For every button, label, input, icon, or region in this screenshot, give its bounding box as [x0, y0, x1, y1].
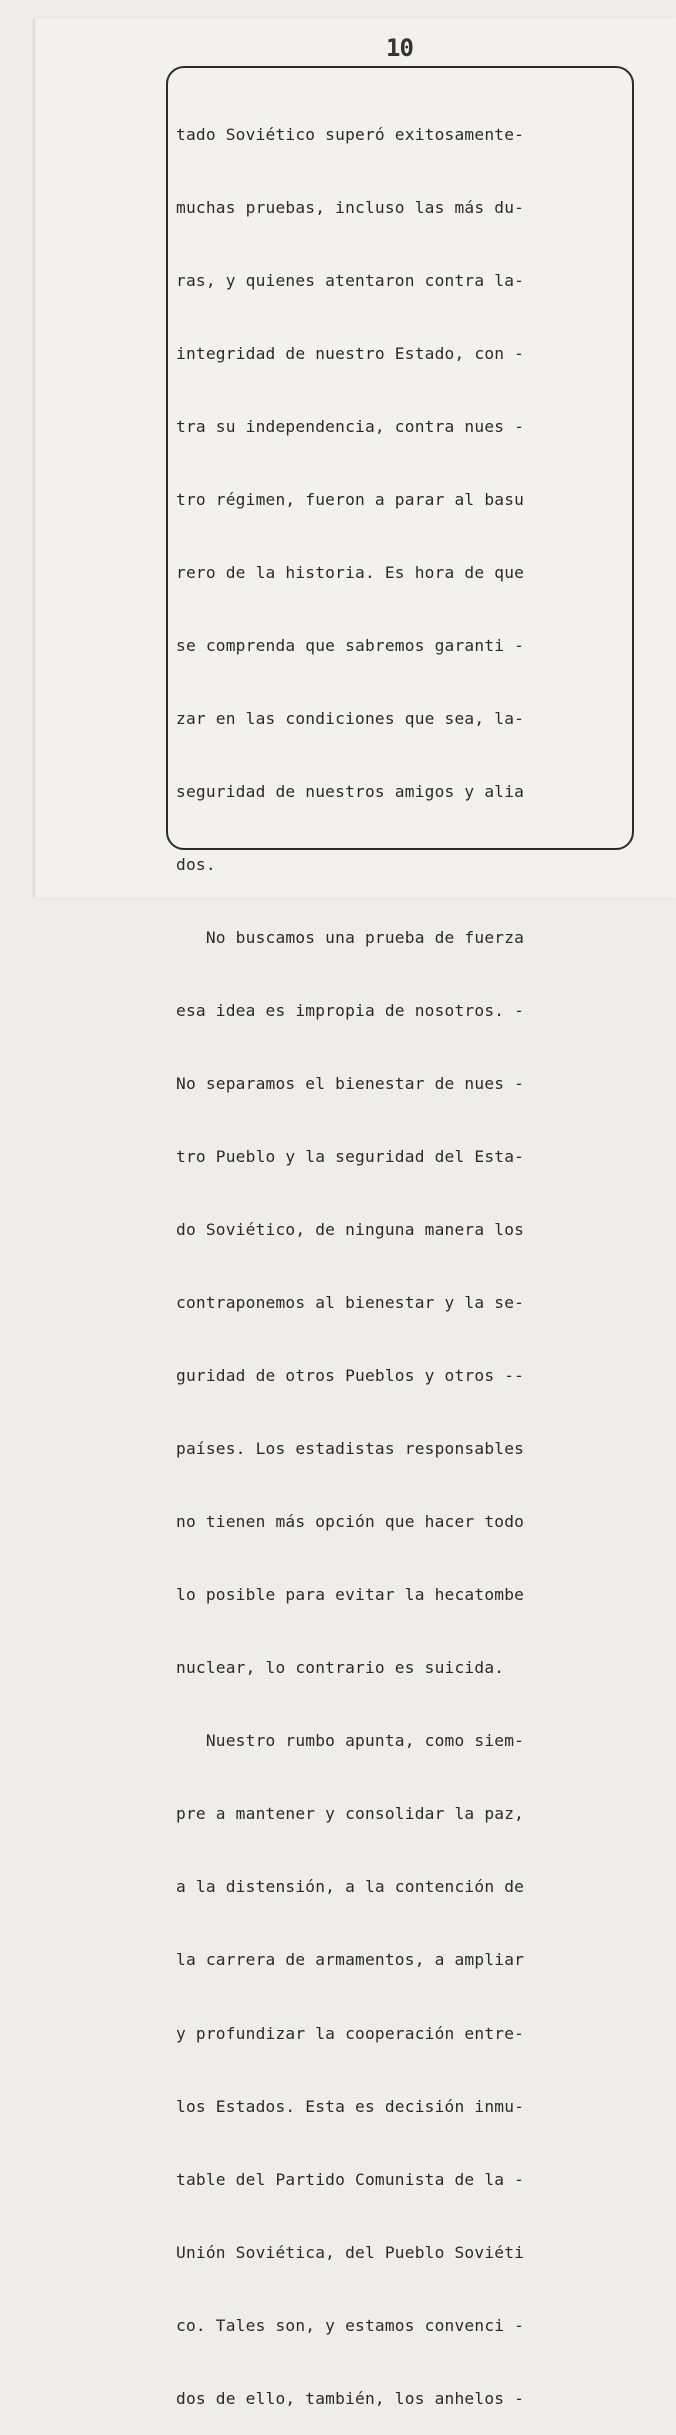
text-line: table del Partido Comunista de la - — [176, 2169, 525, 2189]
text-line: integridad de nuestro Estado, con - — [176, 343, 525, 363]
text-line: y profundizar la cooperación entre- — [176, 2023, 525, 2043]
text-line: ras, y quienes atentaron contra la- — [176, 270, 525, 290]
text-line: esa idea es impropia de nosotros. - — [176, 1001, 525, 1021]
text-line: contraponemos al bienestar y la se- — [176, 1293, 525, 1313]
text-line: guridad de otros Pueblos y otros -- — [176, 1366, 525, 1386]
text-line: lo posible para evitar la hecatombe — [176, 1585, 525, 1605]
text-line: Nuestro rumbo apunta, como siem- — [176, 1731, 525, 1751]
text-line: dos. — [176, 855, 216, 874]
text-line: co. Tales son, y estamos convenci - — [176, 2315, 525, 2335]
text-line: nuclear, lo contrario es suicida. — [176, 1658, 505, 1678]
text-line: pre a mantener y consolidar la paz, — [176, 1804, 525, 1824]
text-line: No separamos el bienestar de nues - — [176, 1074, 525, 1094]
text-line: tro Pueblo y la seguridad del Esta- — [176, 1147, 525, 1167]
page-number: 10 — [386, 34, 413, 62]
text-line: Unión Soviética, del Pueblo Soviéti — [176, 2242, 525, 2262]
text-line: rero de la historia. Es hora de que — [176, 562, 525, 582]
text-line: tado Soviético superó exitosamente- — [176, 124, 525, 144]
text-line: do Soviético, de ninguna manera los — [176, 1220, 525, 1240]
text-line: no tienen más opción que hacer todo — [176, 1512, 525, 1532]
text-line: los Estados. Esta es decisión inmu- — [176, 2096, 525, 2116]
text-line: tra su independencia, contra nues - — [176, 416, 525, 436]
text-line: la carrera de armamentos, a ampliar — [176, 1950, 525, 1970]
text-line: dos de ello, también, los anhelos - — [176, 2388, 525, 2408]
text-line: seguridad de nuestros amigos y alia — [176, 781, 525, 801]
typewritten-text — [176, 74, 636, 2435]
text-line: zar en las condiciones que sea, la- — [176, 708, 525, 728]
text-line: muchas pruebas, incluso las más du- — [176, 197, 525, 217]
text-line: países. Los estadistas responsables — [176, 1439, 525, 1459]
text-line: a la distensión, a la contención de — [176, 1877, 525, 1897]
text-line: tro régimen, fueron a parar al basu — [176, 489, 525, 509]
text-line: No buscamos una prueba de fuerza — [176, 928, 525, 948]
text-line: se comprenda que sabremos garanti - — [176, 635, 525, 655]
